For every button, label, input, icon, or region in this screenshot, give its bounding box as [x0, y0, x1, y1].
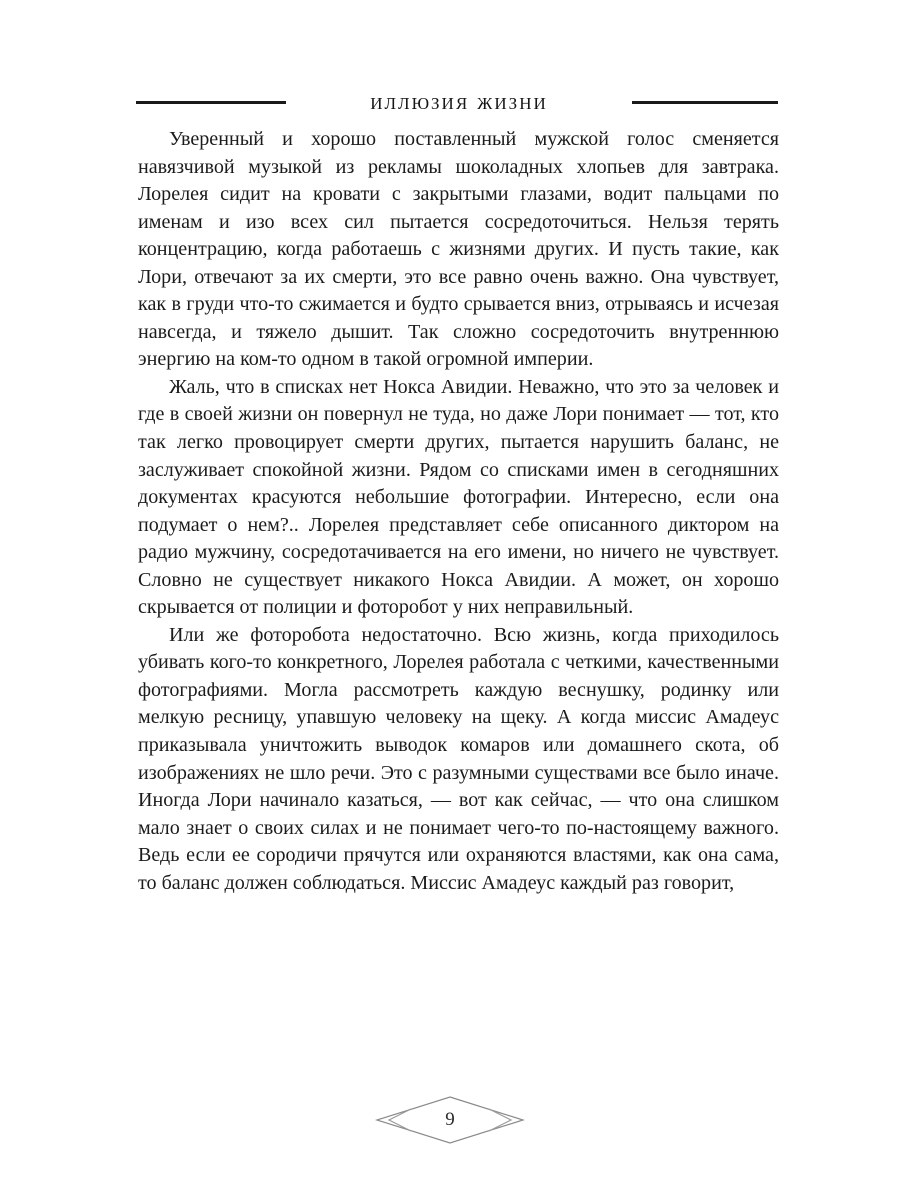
folio-ornament	[375, 1095, 525, 1145]
paragraph: Уверенный и хорошо поставленный мужской голос сменяется навязчивой музыкой из рекламы шоколадных хлопьев для завтрака. Лорелея сидит на кровати с закрытыми глазами, водит пальцами по именам и изо всех сил пытается сосредоточиться. Нельзя терять концентрацию, когда работаешь с жизнями других. И пусть такие, как Лори, отвечают за их смерти, это все равно очень важно. Она чувствует, как в груди что-то сжимается и будто срывается вниз, отрываясь и исчезая навсегда, и тяжело дышит. Так сложно сосредоточить внутреннюю энергию на ком-то одном в такой огромной империи.	[138, 128, 779, 371]
folio	[0, 1092, 900, 1148]
page-number: 9	[445, 1109, 455, 1130]
running-head-rule-right	[632, 101, 778, 104]
running-head	[136, 82, 778, 122]
running-head-rule-left	[136, 101, 286, 104]
paragraph: Или же фоторобота недостаточно. Всю жизнь, когда приходилось убивать кого-то конкретного, Лорелея работала с четкими, качественными фотографиями. Могла рассмотреть каждую веснушку, родинку или мелкую ресницу, упавшую человеку на щеку. А когда миссис Амадеус приказывала уничтожить выводок комаров или домашнего скота, об изображениях не шло речи. Это с разумными существами все было иначе. Иногда Лори начинало казаться, — вот как сейчас, — что она слишком мало знает о своих силах и не понимает чего-то по-настоящему важного. Ведь если ее сородичи прячутся или охраняются властями, как она сама, то баланс должен соблюдаться. Миссис Амадеус каждый раз говорит,	[138, 623, 779, 894]
running-head-title: иллюзия жизни	[370, 89, 548, 115]
paragraph: Жаль, что в списках нет Нокса Авидии. Неважно, что это за человек и где в своей жизни он повернул не туда, но даже Лори понимает — тот, кто так легко провоцирует смерти других, пытается нарушить баланс, не заслуживает спокойной жизни. Рядом со списками имен в сегодняшних документах красуются небольшие фотографии. Интересно, если она подумает о нем?.. Лорелея представляет себе описанного диктором на радио мужчину, сосредотачивается на его имени, но ничего не чувствует. Словно не существует никакого Нокса Авидии. А может, он хорошо скрывается от полиции и фоторобот у них неправильный.	[138, 375, 779, 619]
body-text	[138, 126, 779, 897]
